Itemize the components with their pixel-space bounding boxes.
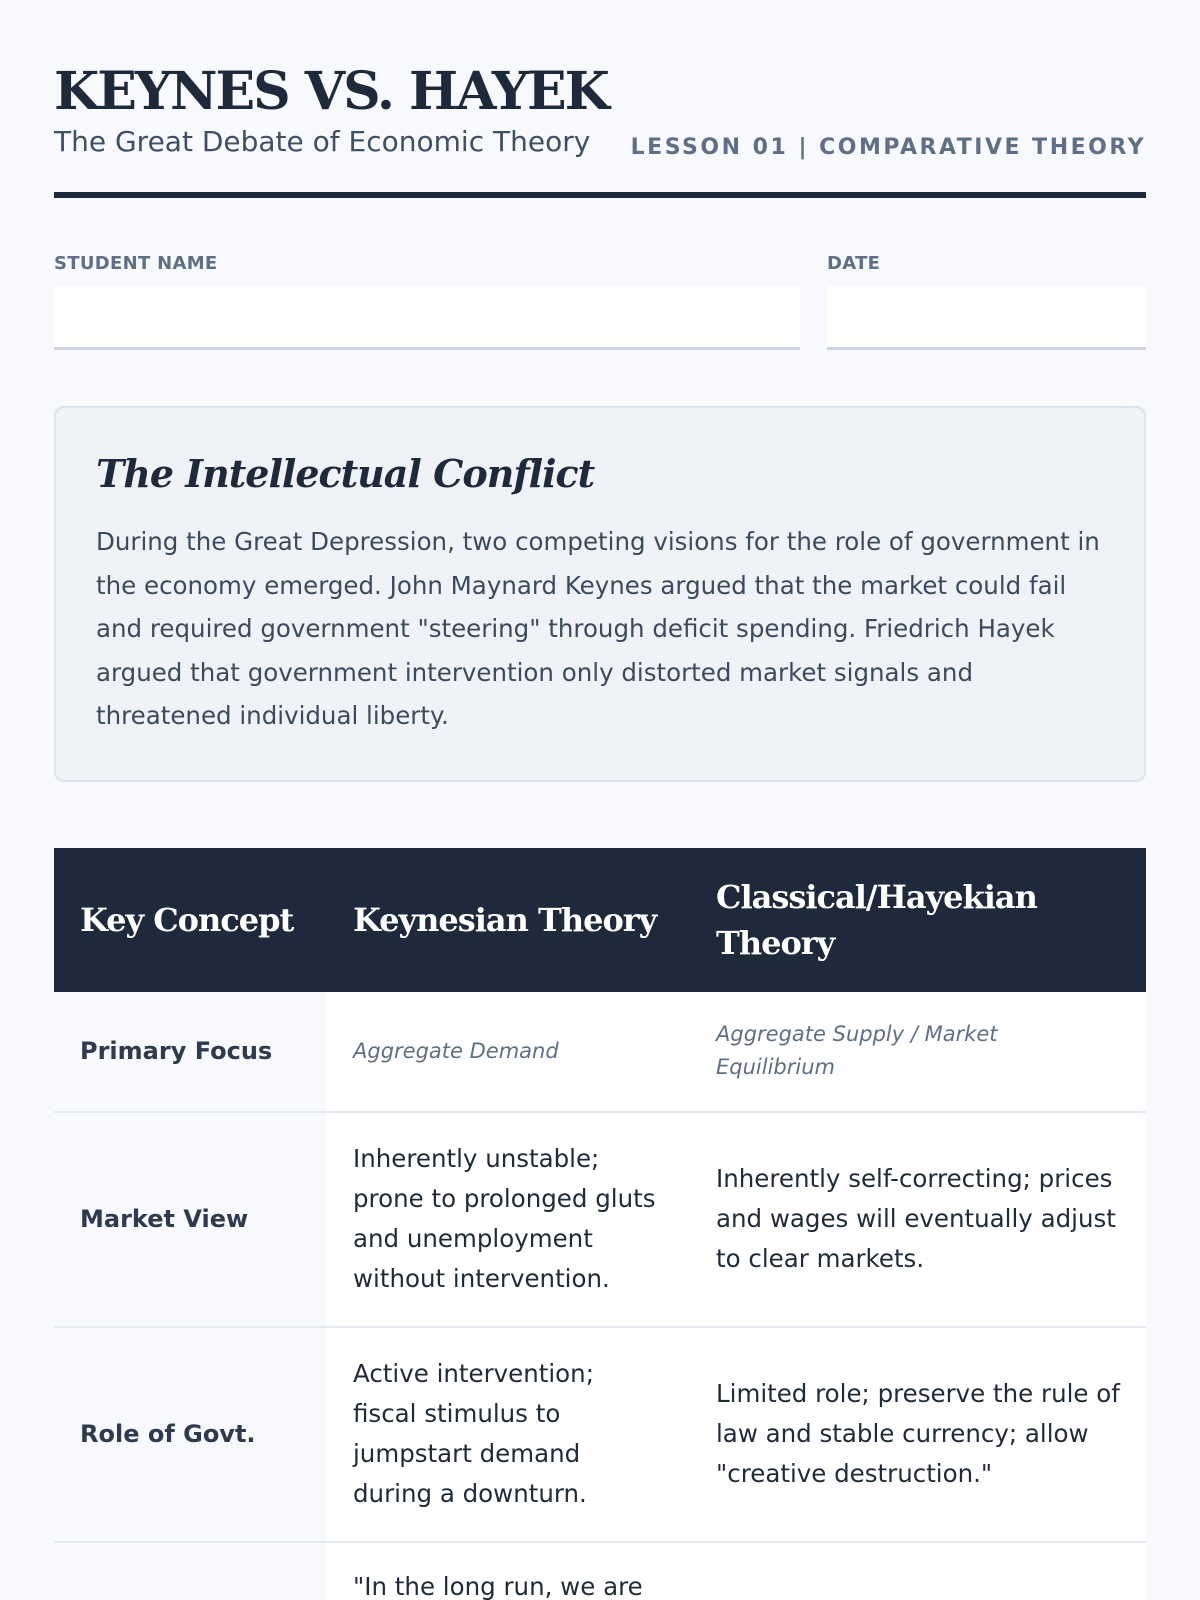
student-name-label: STUDENT NAME [54,253,218,274]
table-row [54,992,1146,1112]
concept-cell [54,1542,327,1600]
hayekian-cell [690,1542,1146,1600]
date-input[interactable] [827,286,1146,350]
page-title: KEYNES VS. HAYEK [54,61,608,122]
student-name-input[interactable] [54,286,800,350]
hayekian-cell: Inherently self-correcting; prices and wages will eventually adjust to clear markets. [690,1112,1146,1327]
lesson-label: LESSON 01 | COMPARATIVE THEORY [630,135,1146,160]
intro-body: During the Great Depression, two competing visions for the role of government in the economy emerged. John Maynard Keynes argued that the market could fail and required government "steering" through deficit spending. Friedrich Hayek argued that government intervention only distorted market signals and threatened individual liberty. [96,527,1100,730]
student-name-group [54,252,800,350]
keynesian-cell: Active intervention; fiscal stimulus to jumpstart demand during a downturn. [327,1327,690,1542]
concept-cell: Market View [54,1112,327,1327]
table-row [54,1542,1146,1600]
student-info-fields [54,252,1146,354]
header-hayekian-theory: Classical/Hayekian Theory [690,848,1146,992]
table-header-row [54,848,1146,992]
date-label: DATE [827,253,881,274]
hayekian-cell: Limited role; preserve the rule of law and stable currency; allow "creative destruction." [690,1327,1146,1542]
comparison-table [54,848,1146,1600]
concept-cell: Role of Govt. [54,1327,327,1542]
intro-title: The Intellectual Conflict [96,451,595,496]
intro-callout [54,406,1146,782]
header-keynesian-theory: Keynesian Theory [327,848,690,992]
date-group [827,252,1146,350]
table-row [54,1112,1146,1327]
hayekian-cell: Aggregate Supply / Market Equilibrium [690,992,1146,1112]
concept-cell: Primary Focus [54,992,327,1112]
keynesian-cell: Inherently unstable; prone to prolonged gluts and unemployment without intervention. [327,1112,690,1327]
comparison-table-body [54,992,1146,1600]
keynesian-cell: "In the long run, we are [327,1542,690,1600]
worksheet-header [54,56,1146,198]
page-subtitle: The Great Debate of Economic Theory [54,125,591,158]
comparison-table-header [54,848,1146,992]
table-row [54,1327,1146,1542]
keynesian-cell: Aggregate Demand [327,992,690,1112]
header-key-concept: Key Concept [54,848,327,992]
